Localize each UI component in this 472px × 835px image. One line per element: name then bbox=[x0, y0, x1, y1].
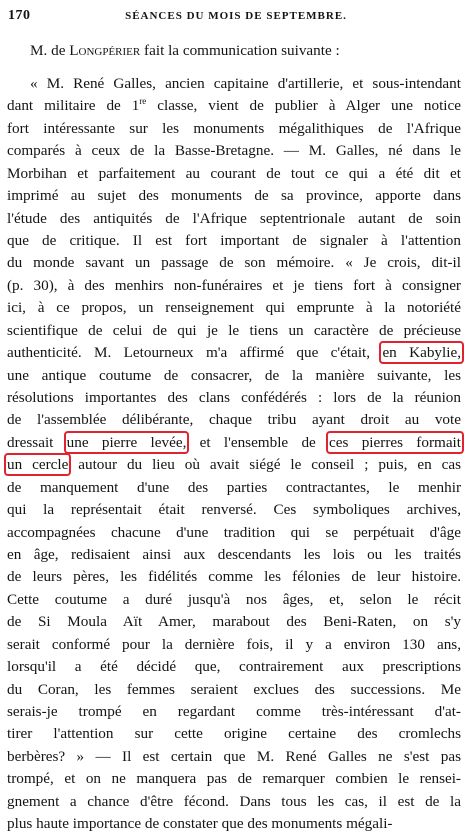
line-text: une antique coutume de consacrer, de la manière suivante, les bbox=[7, 366, 461, 384]
text-line bbox=[7, 679, 461, 701]
text-line bbox=[7, 454, 461, 476]
text-line bbox=[7, 409, 461, 431]
text-line bbox=[7, 477, 461, 499]
line-text: plus haute importance de constater que des monuments mégali- bbox=[7, 815, 393, 833]
line-text: imprimé au sujet des monuments de sa province, apporte dans bbox=[7, 187, 461, 205]
highlighted-phrase: un cercle bbox=[7, 456, 69, 474]
text-line bbox=[7, 566, 461, 588]
line-text: authenticité. M. Letourneux m'a affirmé que c'était, bbox=[7, 344, 383, 362]
text-line bbox=[7, 499, 461, 521]
highlighted-phrase: en Kabylie, bbox=[382, 344, 461, 362]
line-text: gnement a chance d'être fécond. Dans tous les cas, il est de la bbox=[7, 792, 461, 810]
text-line bbox=[7, 544, 461, 566]
text-line bbox=[30, 73, 461, 95]
text-line bbox=[7, 589, 461, 611]
line-text: comparés à ceux de la Basse-Bretagne. — M. Galles, né dans le bbox=[7, 142, 461, 160]
line-text: « M. René Galles, ancien capitaine d'artillerie, et sous-intendant bbox=[30, 75, 461, 92]
text-line bbox=[7, 185, 461, 207]
line-text: accompagnées chacune d'une tradition qui se perpétuait d'âge bbox=[7, 523, 461, 541]
text-line bbox=[7, 656, 461, 678]
page-header bbox=[8, 8, 464, 28]
text-line bbox=[7, 275, 461, 297]
line-text: l'étude des antiquités de l'Afrique septentrionale autant de soin bbox=[7, 209, 461, 227]
line-text: berbères? » — Il est certain que M. René Galles ne s'est pas bbox=[7, 747, 461, 765]
line-text: tirer l'attention sur cette origine certaine des cromlechs bbox=[7, 725, 461, 743]
text-line bbox=[7, 701, 461, 723]
text-line bbox=[7, 746, 461, 768]
line-text: Cette coutume a duré jusqu'à nos âges, et, selon le récit bbox=[7, 590, 461, 608]
text-line bbox=[7, 118, 461, 140]
line-text: fort intéressante sur les monuments mégalithiques de l'Afrique bbox=[7, 119, 461, 137]
line-text: trompé, et on ne manquera pas de remarquer combien le rensei- bbox=[7, 770, 461, 788]
running-head: SÉANCES DU MOIS DE SEPTEMBRE. bbox=[125, 10, 347, 22]
text-line bbox=[7, 95, 461, 117]
text-line bbox=[7, 768, 461, 790]
line-text: Morbihan et parfaitement au courant de tout ce qui a été dit et bbox=[7, 164, 461, 182]
text-line bbox=[7, 611, 461, 633]
line-text: serait conformé pour la dernière fois, il y a environ 130 ans, bbox=[7, 635, 461, 653]
line-text: du Coran, les femmes seraient exclues des successions. Me bbox=[7, 680, 461, 698]
intro-name-prefix: M. de bbox=[30, 42, 70, 59]
text-line bbox=[7, 297, 461, 319]
line-text: de Si Moula Aït Amer, marabout des Beni-Raten, on s'y bbox=[7, 613, 461, 631]
line-text: (p. 30), à des menhirs non-funéraires et je tiens fort à consigner bbox=[7, 276, 461, 294]
text-line bbox=[7, 813, 461, 835]
text-line bbox=[7, 365, 461, 387]
text-line bbox=[7, 320, 461, 342]
intro-name-small-caps: Longpérier bbox=[69, 42, 141, 59]
line-text: autour du lieu où avait siégé le conseil ; puis, en cas bbox=[68, 456, 461, 474]
line-text: serais-je trompé en regardant comme très-intéressant d'at- bbox=[7, 703, 461, 721]
line-text: que de critique. Il est fort important de signaler à l'attention bbox=[7, 232, 461, 249]
text-line bbox=[7, 432, 461, 454]
text-line bbox=[7, 208, 461, 230]
text-line bbox=[7, 791, 461, 813]
line-text: dressait bbox=[7, 433, 67, 451]
intro-line bbox=[30, 40, 461, 62]
line-text: du monde savant un passage de son mémoire. « Je crois, dit-il bbox=[7, 254, 461, 272]
line-text: et l'ensemble de bbox=[186, 433, 330, 451]
line-text: en âge, redisaient ainsi aux descendants les lois ou les traités bbox=[7, 546, 461, 564]
line-text: lorsqu'il a été décidé que, contrairement aux prescriptions bbox=[7, 658, 461, 676]
text-line bbox=[7, 634, 461, 656]
line-text: dant militaire de 1re classe, vient de publier à Alger une notice bbox=[7, 96, 461, 115]
text-line bbox=[7, 387, 461, 409]
line-text: scientifique de celui de qui je le tiens un caractère de précieuse bbox=[7, 321, 461, 339]
text-line bbox=[7, 252, 461, 274]
highlighted-phrase: une pierre levée, bbox=[66, 433, 187, 451]
text-line bbox=[7, 342, 461, 364]
highlighted-phrase: ces pierres formait bbox=[329, 433, 461, 451]
line-text: ici, à ce propos, un renseignement qui emprunte à la notoriété bbox=[7, 299, 461, 317]
line-text: qui la représentait était renversé. Ces symboliques archives, bbox=[7, 501, 461, 519]
line-text: de leurs pères, les fidélités comme les félonies de leur histoire. bbox=[7, 568, 461, 586]
line-text: de l'assemblée délibérante, chaque tribu ayant droit au vote bbox=[7, 411, 461, 429]
text-line bbox=[7, 230, 461, 252]
text-line bbox=[7, 163, 461, 185]
intro-text: fait la communication suivante : bbox=[140, 42, 340, 59]
line-text: de manquement d'une des parties contractantes, le menhir bbox=[7, 478, 461, 496]
text-line bbox=[7, 723, 461, 745]
page-number: 170 bbox=[8, 8, 31, 23]
text-line bbox=[7, 140, 461, 162]
line-text: résolutions importantes des clans confédérés : lors de la réunion bbox=[7, 389, 461, 407]
text-line bbox=[7, 522, 461, 544]
